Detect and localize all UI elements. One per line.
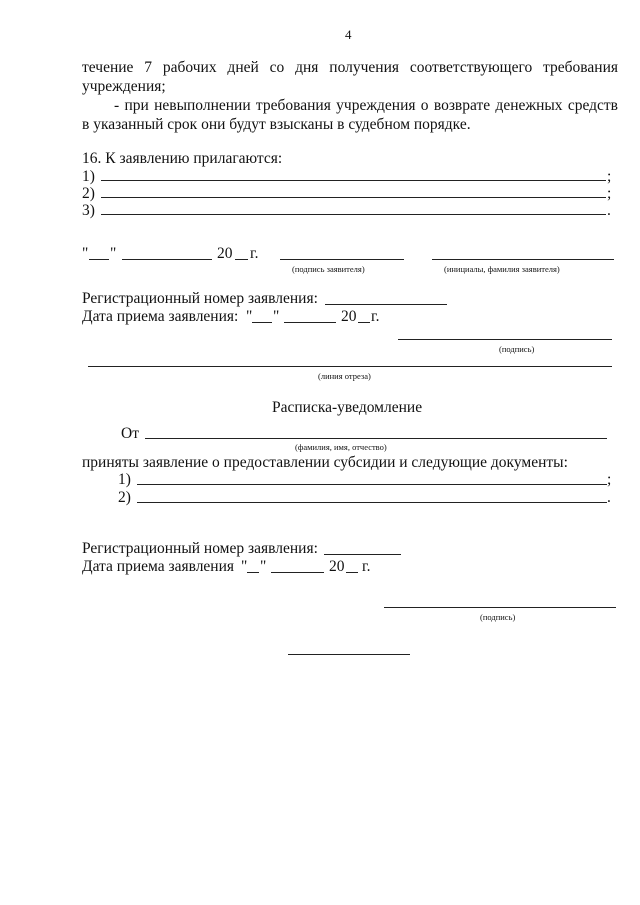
day-line bbox=[252, 322, 272, 323]
receipt-item-number: 1) bbox=[118, 471, 131, 488]
attachment-end: ; bbox=[607, 185, 612, 202]
official-signature-caption: (подпись) bbox=[499, 344, 535, 354]
receipt-number-label: Регистрационный номер заявления: bbox=[82, 540, 318, 557]
receipt-item-number: 2) bbox=[118, 489, 131, 506]
year-line bbox=[346, 572, 358, 573]
receipt-from-label: От bbox=[121, 425, 139, 442]
registration-number-line bbox=[325, 304, 447, 305]
paragraph-line: - при невыполнении требования учреждения о возврате денежных средств bbox=[114, 97, 618, 114]
year-suffix: г. bbox=[371, 308, 380, 325]
paragraph-line: в указанный срок они будут взысканы в судебном порядке. bbox=[82, 116, 471, 133]
attachment-number: 1) bbox=[82, 168, 95, 185]
attachment-end: ; bbox=[607, 168, 612, 185]
page-number: 4 bbox=[345, 27, 352, 42]
date-quote-open: " bbox=[241, 558, 248, 575]
date-quote-close: " bbox=[110, 245, 117, 262]
name-caption: (инициалы, фамилия заявителя) bbox=[444, 264, 560, 274]
receipt-number-line bbox=[324, 554, 401, 555]
official-signature-line bbox=[398, 339, 612, 340]
receipt-date-label: Дата приема заявления bbox=[82, 558, 235, 575]
date-quote-close: " bbox=[273, 308, 280, 325]
cut-line bbox=[88, 366, 612, 367]
year-suffix: г. bbox=[250, 245, 259, 262]
receipt-signature-line bbox=[384, 607, 616, 608]
attachment-end: . bbox=[607, 202, 611, 219]
receipt-item-end: ; bbox=[607, 471, 612, 488]
fill-line bbox=[137, 484, 607, 485]
fill-line bbox=[101, 197, 606, 198]
date-quote-open: " bbox=[82, 245, 89, 262]
fill-line bbox=[101, 214, 606, 215]
year-prefix: 20 bbox=[341, 308, 357, 325]
year-line bbox=[358, 322, 370, 323]
date-quote-close: " bbox=[260, 558, 267, 575]
from-caption: (фамилия, имя, отчество) bbox=[295, 442, 387, 452]
closing-separator bbox=[288, 654, 410, 655]
month-line bbox=[271, 572, 324, 573]
fill-line bbox=[101, 180, 606, 181]
receipt-signature-caption: (подпись) bbox=[480, 612, 516, 622]
day-line bbox=[89, 259, 109, 260]
receipt-accepted-text: приняты заявление о предоставлении субсидии и следующие документы: bbox=[82, 454, 568, 471]
day-line bbox=[247, 572, 259, 573]
year-line bbox=[235, 259, 248, 260]
receipt-title: Расписка-уведомление bbox=[272, 399, 423, 416]
registration-date-label: Дата приема заявления: bbox=[82, 308, 239, 325]
attachment-number: 3) bbox=[82, 202, 95, 219]
registration-number-label: Регистрационный номер заявления: bbox=[82, 290, 318, 307]
year-suffix: г. bbox=[362, 558, 371, 575]
month-line bbox=[284, 322, 336, 323]
signature-line bbox=[280, 259, 404, 260]
paragraph-line: течение 7 рабочих дней со дня получения соответствующего требования bbox=[82, 59, 618, 76]
cut-line-caption: (линия отреза) bbox=[318, 371, 371, 381]
paragraph-line: учреждения; bbox=[82, 78, 166, 95]
fill-line bbox=[137, 502, 607, 503]
name-line bbox=[432, 259, 614, 260]
from-line bbox=[145, 438, 607, 439]
month-line bbox=[122, 259, 212, 260]
receipt-item-end: . bbox=[607, 489, 611, 506]
signature-caption: (подпись заявителя) bbox=[292, 264, 365, 274]
year-prefix: 20 bbox=[217, 245, 233, 262]
year-prefix: 20 bbox=[329, 558, 345, 575]
attachments-heading: 16. К заявлению прилагаются: bbox=[82, 150, 283, 167]
date-quote-open: " bbox=[246, 308, 253, 325]
attachment-number: 2) bbox=[82, 185, 95, 202]
